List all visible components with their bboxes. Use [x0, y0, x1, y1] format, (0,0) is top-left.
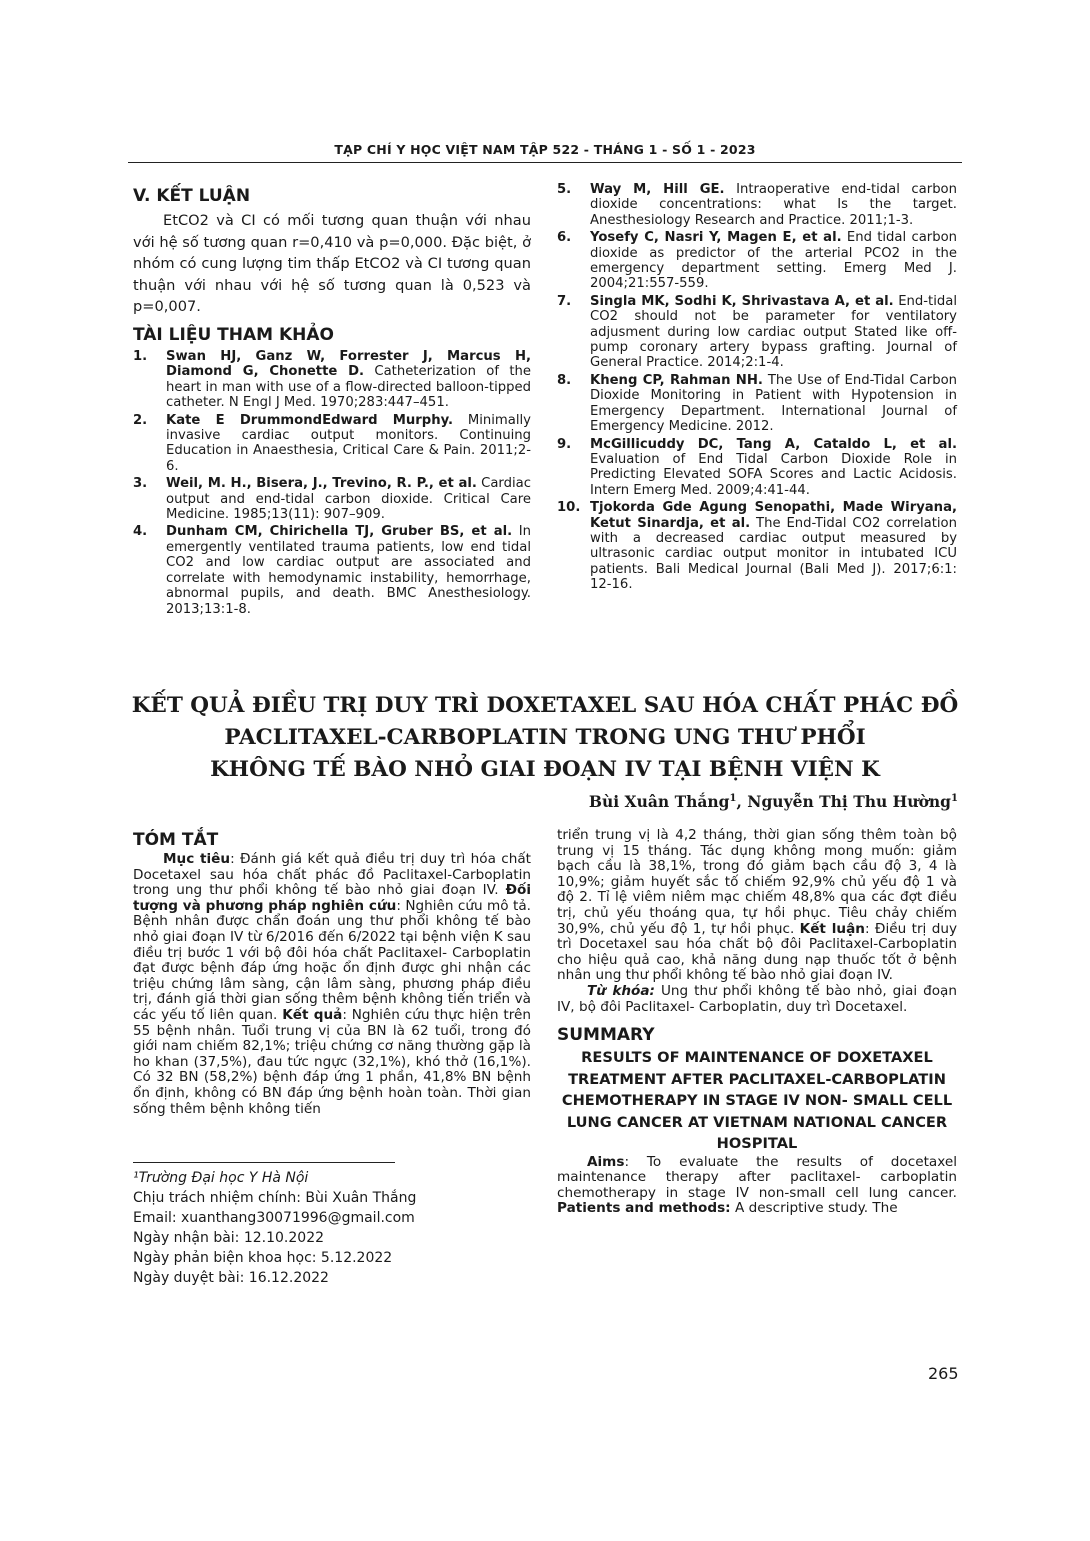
reference-item: 6. Yosefy C, Nasri Y, Magen E, et al. End tidal carbon dioxide as predictor of the arterial PCO2 in the emergency department setting. Emerg Med J. 2004;21:557-559. — [557, 230, 957, 292]
article-title-line: PACLITAXEL-CARBOPLATIN TRONG UNG THƯ PHỔI — [224, 725, 866, 750]
footnote-divider — [133, 1162, 395, 1163]
references-list-left — [133, 349, 531, 617]
references-continued — [557, 182, 957, 595]
date-reviewed: Ngày phản biện khoa học: 5.12.2022 — [133, 1250, 393, 1266]
reference-item: 1. Swan HJ, Ganz W, Forrester J, Marcus H, Diamond G, Chonette D. Catheterization of the heart in man with use of a flow-directed balloon-tipped catheter. N Engl J Med. 1970;283:447–451. — [133, 349, 531, 411]
references-section — [133, 325, 531, 619]
keywords: Từ khóa: Ung thư phổi không tế bào nhỏ, giai đoạn IV, bộ đôi Paclitaxel- Carboplatin, duy trì Docetaxel. — [557, 982, 957, 1015]
conclusion-heading: V. KẾT LUẬN — [133, 186, 251, 206]
summary-body: Aims: To evaluate the results of docetaxel maintenance therapy after paclitaxel- carboplatin chemotherapy in stage IV non-small cell lung cancer. Patients and methods: A descriptive study. The — [557, 1153, 957, 1217]
page-number: 265 — [928, 1364, 959, 1383]
abstract-heading: TÓM TẮT — [133, 830, 219, 850]
conclusion-text: EtCO2 và CI có mối tương quan thuận với nhau với hệ số tương quan r=0,410 và p=0,000. Đặc biệt, ở nhóm có cung lượng tim thấp EtCO2 và CI tương quan thuận với nhau với hệ số tương quan là 0,523 và p=0,007. — [133, 212, 531, 315]
reference-item: 10. Tjokorda Gde Agung Senopathi, Made Wiryana, Ketut Sinardja, et al. The End-Tidal CO2 correlation with a decreased cardiac output measured by ultrasonic cardiac output monitor in intubated ICU patients. Bali Medical Journal (Bali Med J). 2017;6:1: 12-16. — [557, 500, 957, 593]
article-title-line: KẾT QUẢ ĐIỀU TRỊ DUY TRÌ DOXETAXEL SAU HÓA CHẤT PHÁC ĐỒ — [131, 693, 959, 718]
header-divider — [128, 162, 962, 163]
article-authors: Bùi Xuân Thắng$^1$, Nguyễn Thị Thu Hường$^1$ — [588, 792, 958, 811]
abstract-body-continued: triển trung vị là 4,2 tháng, thời gian sống thêm toàn bộ trung vị 15 tháng. Tác dụng không mong muốn: giảm bạch cầu là 38,1%, trong đó giảm bạch cầu độ 3, 4 là 10,9%; giảm huyết sắc tố chiếm 92,9% chủ yếu độ 1 và độ 2. Tỉ lệ viêm niêm mạc chiếm 48,8% qua các đợt điều trị, chủ yếu thoáng qua, tự hồi phục. Tiêu chảy chiếm 30,9%, chủ yếu độ 1, tự hồi phục. Kết luận: Điều trị duy trì Docetaxel sau hóa chất bộ đôi Paclitaxel-Carboplatin cho hiệu quả cao, khả năng dung nạp thuốc tốt ở bệnh nhân ung thư phổi không tế bào nhỏ giai đoạn IV. — [557, 827, 957, 984]
references-list-right — [557, 182, 957, 593]
reference-item: 5. Way M, Hill GE. Intraoperative end-tidal carbon dioxide concentrations: what Is the target. Anesthesiology Research and Practice. 2011;1-3. — [557, 182, 957, 228]
conclusion-section — [133, 186, 531, 318]
reference-item: 3. Weil, M. H., Bisera, J., Trevino, R. P., et al. Cardiac output and end-tidal carbon dioxide. Critical Care Medicine. 1985;13(11): 907–909. — [133, 476, 531, 523]
references-heading: TÀI LIỆU THAM KHẢO — [133, 325, 334, 345]
abstract-vi-continued — [557, 828, 957, 1217]
article-title-line: KHÔNG TẾ BÀO NHỎ GIAI ĐOẠN IV TẠI BỆNH VIỆN K — [210, 757, 880, 782]
footnotes — [133, 1168, 416, 1288]
abstract-body: Mục tiêu: Đánh giá kết quả điều trị duy trì hóa chất Docetaxel sau hóa chất phác đồ Paclitaxel-Carboplatin trong ung thư phổi không tế bào nhỏ giai đoạn IV. Đối tượng và phương pháp nghiên cứu: Nghiên cứu mô tả. Bệnh nhân được chẩn đoán ung thư phổi không tế bào nhỏ giai đoạn IV từ 6/2016 đến 6/2022 tại bệnh viện K sau điều trị bước 1 với bộ đôi hóa chất Paclitaxel- Carboplatin đạt được bệnh đáp ứng hoặc ổn định được ghi nhận các triệu chứng lâm sàng, cận lâm sàng, phương pháp điều trị, đánh giá thời gian sống thêm bệnh không tiến triển và các yếu tố liên quan. Kết quả: Nghiên cứu thực hiện trên 55 bệnh nhân. Tuổi trung vị của BN là 62 tuổi, trong đó giới nam chiếm 82,1%; triệu chứng cơ năng thường gặp là ho khan (37,5%), đau tức ngực (32,1%), khó thở (16,1%). Có 32 BN (58,2%) bệnh đáp ứng 1 phần, 41,8% BN bệnh ổn định, không có BN đáp ứng bệnh hoàn toàn. Thời gian sống thêm bệnh không tiến — [133, 851, 532, 1117]
summary-title: RESULTS OF MAINTENANCE OF DOXETAXEL TREATMENT AFTER PACLITAXEL-CARBOPLATIN CHEMOTHERAPY IN STAGE IV NON- SMALL CELL LUNG CANCER AT VIETNAM NATIONAL CANCER HOSPITAL — [561, 1049, 953, 1153]
date-accepted: Ngày duyệt bài: 16.12.2022 — [133, 1270, 329, 1286]
article-title — [120, 690, 970, 786]
reference-item: 2. Kate E DrummondEdward Murphy. Minimally invasive cardiac output monitors. Continuing Education in Anaesthesia, Critical Care & Pain. 2011;2-6. — [133, 412, 531, 474]
journal-header: TẠP CHÍ Y HỌC VIỆT NAM TẬP 522 - THÁNG 1 - SỐ 1 - 2023 — [334, 142, 756, 157]
reference-item: 9. McGillicuddy DC, Tang A, Cataldo L, et al. Evaluation of End Tidal Carbon Dioxide Role in Predicting Elevated SOFA Scores and Lactic Acidosis. Intern Emerg Med. 2009;4:41-44. — [557, 436, 957, 498]
email: Email: xuanthang30071996@gmail.com — [133, 1210, 415, 1226]
date-received: Ngày nhận bài: 12.10.2022 — [133, 1230, 325, 1246]
affiliation: ¹Trường Đại học Y Hà Nội — [133, 1170, 309, 1186]
reference-item: 4. Dunham CM, Chirichella TJ, Gruber BS, et al. In emergently ventilated trauma patients, low end tidal CO2 and low cardiac output are associated and correlate with hemodynamic instability, hemorrhage, abnormal pupils, and death. BMC Anesthesiology. 2013;13:1-8. — [133, 524, 531, 617]
abstract-vi — [133, 830, 531, 1117]
reference-item: 8. Kheng CP, Rahman NH. The Use of End-Tidal Carbon Dioxide Monitoring in Patient with Hypotension in Emergency Department. International Journal of Emergency Medicine. 2012. — [557, 372, 958, 435]
summary-heading: SUMMARY — [557, 1025, 655, 1046]
reference-item: 7. Singla MK, Sodhi K, Shrivastava A, et al. End-tidal CO2 should not be parameter for ventilatory adjusment during low cardiac output Stated like off-pump coronary artery bypass grafting. Journal of General Practice. 2014;2:1-4. — [557, 293, 957, 371]
responsible-author: Chịu trách nhiệm chính: Bùi Xuân Thắng — [133, 1190, 417, 1206]
